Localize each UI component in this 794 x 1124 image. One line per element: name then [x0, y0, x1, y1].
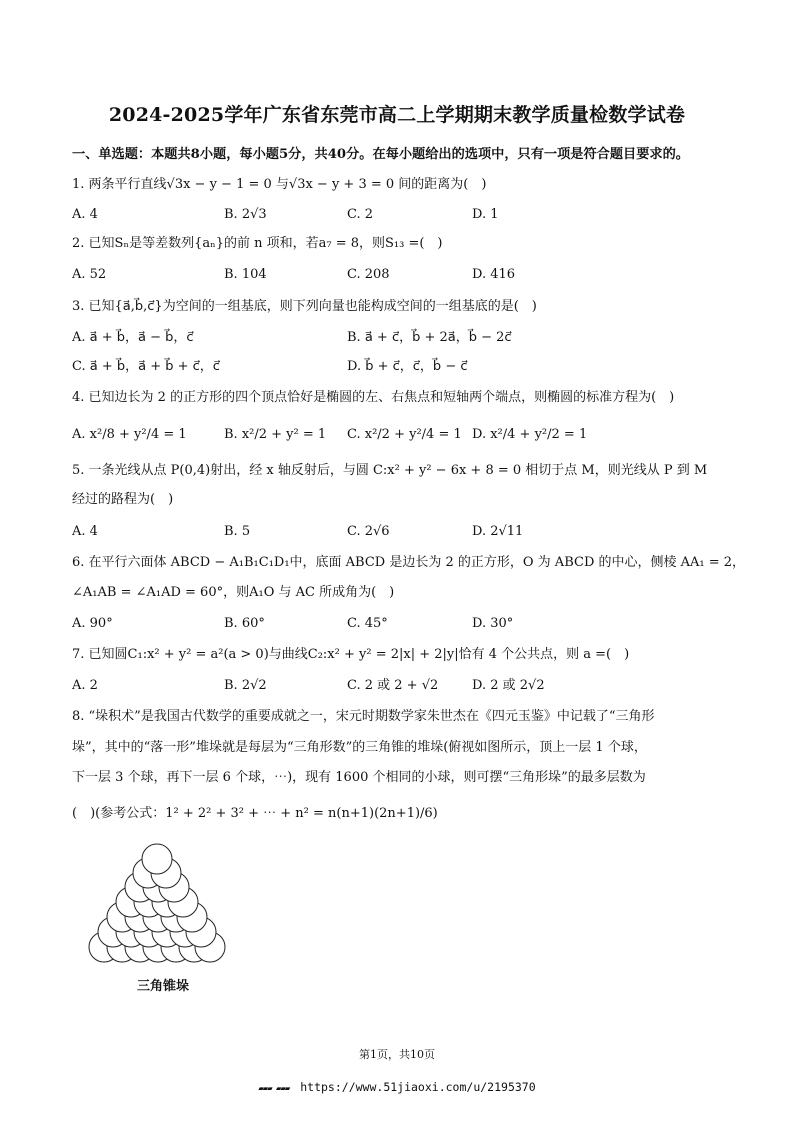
q4-option-d: D. x²/4 + y²/2 = 1 [472, 427, 588, 442]
q6-option-b: B. 60° [224, 616, 265, 631]
q5-option-a: A. 4 [72, 524, 98, 539]
q6-stem-line-2: ∠A₁AB = ∠A₁AD = 60°，则A₁O 与 AC 所成角为( ) [72, 585, 395, 600]
section-heading: 一、单选题：本题共8小题，每小题5分，共40分。在每小题给出的选项中，只有一项是符合题目要求的。 [72, 147, 689, 162]
watermark [0, 1080, 794, 1094]
q8-stem-line-2: 垛”，其中的“落一形”堆垛就是每层为“三角形数”的三角锥的堆垛(俯视如图所示，顶上一层 1 个球， [72, 740, 647, 755]
q3-stem: 3. 已知{a⃗,b⃗,c⃗}为空间的一组基底，则下列向量也能构成空间的一组基底的是( ) [72, 299, 537, 314]
q8-stem-line-1: 8. “垛积术”是我国古代数学的重要成就之一，宋元时期数学家朱世杰在《四元玉鉴》中记载了“三角形 [72, 709, 655, 724]
q2-option-c: C. 208 [347, 267, 390, 282]
q1-stem: 1. 两条平行直线√3x − y − 1 = 0 与√3x − y + 3 = 0 间的距离为( ) [72, 177, 487, 192]
q1-option-a: A. 4 [72, 207, 98, 222]
watermark-url[interactable]: https://www.51jiaoxi.com/u/2195370 [300, 1080, 536, 1094]
q5-stem-line-1: 5. 一条光线从点 P(0,4)射出，经 x 轴反射后，与圆 C:x² + y² − 6x + 8 = 0 相切于点 M，则光线从 P 到 M [72, 463, 708, 478]
page-footer: 第1页，共10页 [359, 1048, 435, 1061]
figure-caption: 三角锥垛 [137, 979, 190, 994]
q6-option-c: C. 45° [347, 616, 388, 631]
q8-stem-line-3: 下一层 3 个球，再下一层 6 个球，⋯)，现有 1600 个相同的小球，则可摆“三角形垛”的最多层数为 [72, 770, 646, 785]
q5-option-c: C. 2√6 [347, 524, 390, 539]
q7-option-a: A. 2 [72, 678, 98, 693]
q2-option-b: B. 104 [224, 267, 267, 282]
q5-option-d: D. 2√11 [472, 524, 524, 539]
q7-option-c: C. 2 或 2 + √2 [347, 678, 439, 693]
q1-option-b: B. 2√3 [224, 207, 267, 222]
q1-option-c: C. 2 [347, 207, 374, 222]
q3-option-c: C. a⃗ + b⃗，a⃗ + b⃗ + c⃗，c⃗ [72, 359, 220, 374]
q6-stem-line-1: 6. 在平行六面体 ABCD − A₁B₁C₁D₁中，底面 ABCD 是边长为 2 的正方形，O 为 ABCD 的中心，侧棱 AA₁ = 2， [72, 555, 746, 570]
q4-option-b: B. x²/2 + y² = 1 [224, 427, 327, 442]
q7-option-b: B. 2√2 [224, 678, 267, 693]
q5-option-b: B. 5 [224, 524, 251, 539]
q8-stem-line-4: ( )(参考公式：1² + 2² + 3² + ⋯ + n² = n(n+1)(2n+1)/6) [72, 806, 438, 821]
q3-option-d: D. b⃗ + c⃗，c⃗，b⃗ − c⃗ [347, 359, 468, 374]
triangular-pile-figure [88, 843, 226, 967]
q4-stem: 4. 已知边长为 2 的正方形的四个顶点恰好是椭圆的左、右焦点和短轴两个端点，则椭圆的标准方程为( ) [72, 390, 675, 405]
q4-option-c: C. x²/2 + y²/4 = 1 [347, 427, 462, 442]
q3-option-b: B. a⃗ + c⃗，b⃗ + 2a⃗，b⃗ − 2c⃗ [347, 330, 512, 345]
q6-option-d: D. 30° [472, 616, 514, 631]
q2-stem: 2. 已知Sₙ是等差数列{aₙ}的前 n 项和，若a₇ = 8，则S₁₃ =( ) [72, 236, 443, 251]
q7-option-d: D. 2 或 2√2 [472, 678, 545, 693]
q1-option-d: D. 1 [472, 207, 499, 222]
q2-option-d: D. 416 [472, 267, 516, 282]
q5-stem-line-2: 经过的路程为( ) [72, 492, 174, 507]
q4-option-a: A. x²/8 + y²/4 = 1 [72, 427, 187, 442]
q3-option-a: A. a⃗ + b⃗，a⃗ − b⃗，c⃗ [72, 330, 194, 345]
watermark-logo-icon: ▰▰▰ ▰▰▰ [258, 1084, 290, 1094]
q2-option-a: A. 52 [72, 267, 107, 282]
q7-stem: 7. 已知圆C₁:x² + y² = a²(a > 0)与曲线C₂:x² + y² = 2|x| + 2|y|恰有 4 个公共点，则 a =( ) [72, 647, 630, 662]
q6-option-a: A. 90° [72, 616, 113, 631]
exam-title: 2024-2025学年广东省东莞市高二上学期期末教学质量检数学试卷 [108, 104, 686, 126]
